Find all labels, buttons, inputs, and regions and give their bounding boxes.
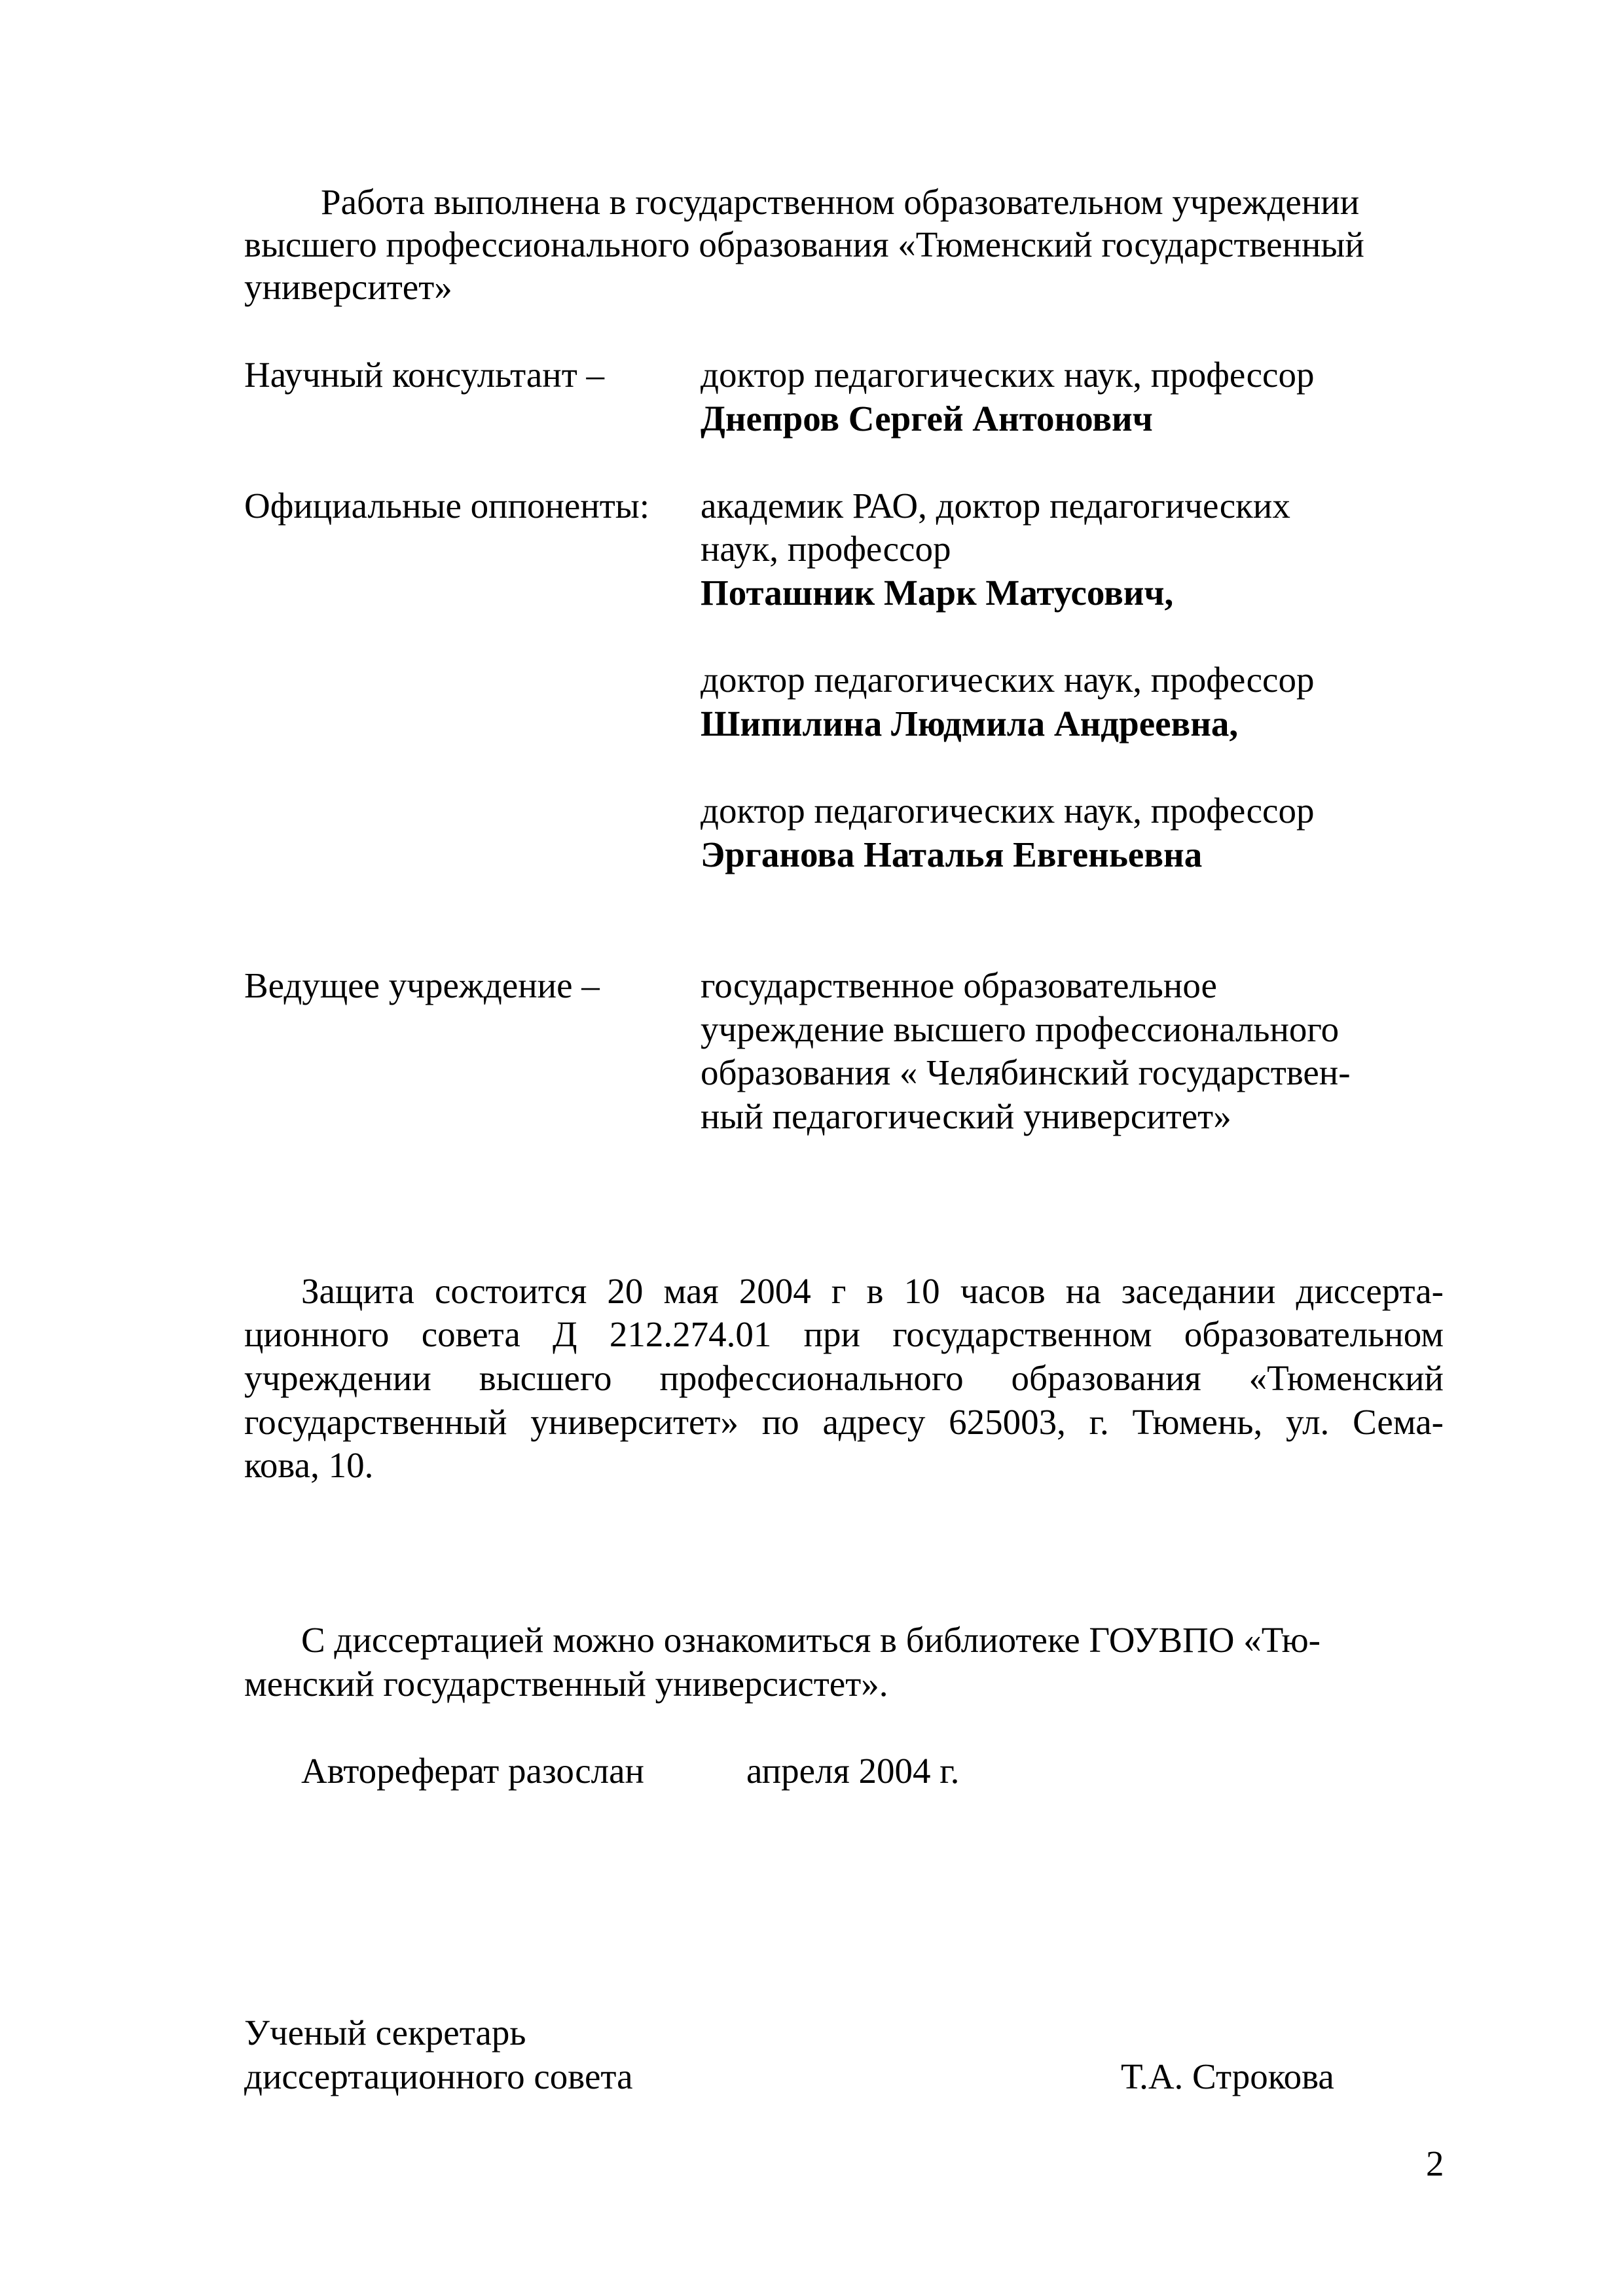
defense-line-3: учреждении высшего профессионального образования «Тюменский: [244, 1358, 1444, 1398]
defense-line-1: Защита состоится 20 мая 2004 г в 10 часов на заседании диссерта-: [301, 1271, 1444, 1311]
abstract-sent-label: Автореферат разослан: [301, 1751, 644, 1791]
defense-line-2: ционного совета Д 212.274.01 при государственном образовательном: [244, 1314, 1444, 1354]
defense-line-5: кова, 10.: [244, 1445, 374, 1485]
leading-line-1: государственное образовательное: [701, 965, 1217, 1005]
abstract-sent-date: апреля 2004 г.: [746, 1751, 960, 1791]
consultant-degree: доктор педагогических наук, профессор: [701, 355, 1315, 395]
library-line-2: менский государственный универсистет».: [244, 1664, 888, 1704]
opponents-label: Официальные оппоненты:: [244, 486, 650, 526]
leading-line-3: образования « Челябинский государствен-: [701, 1052, 1351, 1092]
opponent-2-degree: доктор педагогических наук, профессор: [701, 660, 1315, 700]
secretary-title-line-1: Ученый секретарь: [244, 2013, 526, 2053]
leading-label: Ведущее учреждение –: [244, 965, 600, 1005]
secretary-name: Т.А. Строкова: [1121, 2056, 1334, 2096]
consultant-name: Днепров Сергей Антонович: [701, 399, 1153, 439]
page-number: 2: [1426, 2144, 1444, 2183]
library-line-1: С диссертацией можно ознакомиться в библиотеке ГОУВПО «Тю-: [301, 1620, 1321, 1660]
opponent-3-name: Эрганова Наталья Евгеньевна: [701, 834, 1203, 874]
opponent-1-degree-line-1: академик РАО, доктор педагогических: [701, 486, 1290, 526]
intro-line-3: университет»: [244, 267, 452, 307]
opponent-2-name: Шипилина Людмила Андреевна,: [701, 704, 1239, 744]
consultant-label: Научный консультант –: [244, 355, 604, 395]
leading-line-2: учреждение высшего профессионального: [701, 1009, 1340, 1049]
intro-line-1: Работа выполнена в государственном образовательном учреждении: [321, 182, 1360, 222]
defense-line-4: государственный университет» по адресу 625003, г. Тюмень, ул. Сема-: [244, 1402, 1444, 1442]
opponent-1-name: Поташник Марк Матусович,: [701, 573, 1174, 613]
opponent-3-degree: доктор педагогических наук, профессор: [701, 791, 1315, 831]
leading-line-4: ный педагогический университет»: [701, 1096, 1231, 1136]
intro-line-2: высшего профессионального образования «Тюменский государственный: [244, 224, 1364, 264]
opponent-1-degree-line-2: наук, профессор: [701, 529, 951, 569]
secretary-title-line-2: диссертационного совета: [244, 2056, 633, 2096]
